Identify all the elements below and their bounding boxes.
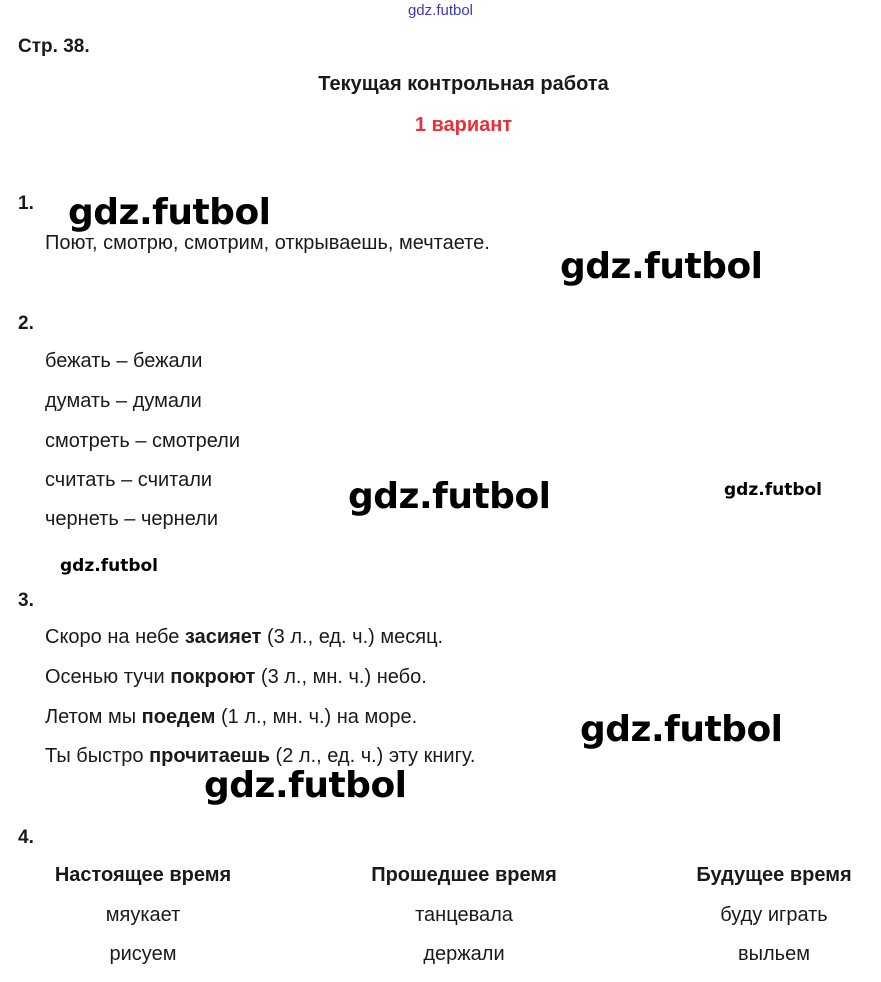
watermark: gdz.futbol xyxy=(580,709,783,750)
table-cell: мяукает xyxy=(105,904,181,926)
column-header-past: Прошедшее время xyxy=(371,864,557,886)
task-1-answer: Поют, смотрю, смотрим, открываешь, мечтаете. xyxy=(45,232,490,254)
task-2-line: смотреть – смотрели xyxy=(45,430,241,452)
task-3-sentence: Летом мы поедем (1 л., мн. ч.) на море. xyxy=(45,706,418,728)
task-3-sentence: Ты быстро прочитаешь (2 л., ед. ч.) эту книгу. xyxy=(45,745,476,767)
task-3-number: 3. xyxy=(18,590,34,611)
watermark: gdz.futbol xyxy=(560,246,763,287)
watermark: gdz.futbol xyxy=(68,192,271,233)
table-cell: буду играть xyxy=(720,904,828,926)
task-2-line: думать – думали xyxy=(45,390,202,412)
verb: поедем xyxy=(141,706,216,728)
table-cell: танцевала xyxy=(415,904,513,926)
task-3-sentence: Осенью тучи покроют (3 л., мн. ч.) небо. xyxy=(45,666,427,688)
variant-label: 1 вариант xyxy=(414,114,513,136)
watermark: gdz.futbol xyxy=(348,476,551,517)
table-cell: выльем xyxy=(738,943,810,965)
task-3-sentence: Скоро на небе засияет (3 л., ед. ч.) месяц. xyxy=(45,626,444,648)
task-2-number: 2. xyxy=(18,313,34,334)
task-2-line: бежать – бежали xyxy=(45,350,203,372)
page-number: Стр. 38. xyxy=(18,36,90,57)
watermark: gdz.futbol xyxy=(724,480,822,500)
task-4-number: 4. xyxy=(18,827,34,848)
column-header-future: Будущее время xyxy=(696,864,852,886)
verb: прочитаешь xyxy=(149,745,270,767)
task-1-number: 1. xyxy=(18,193,34,214)
column-header-present: Настоящее время xyxy=(54,864,232,886)
page-title: Текущая контрольная работа xyxy=(318,73,609,95)
watermark: gdz.futbol xyxy=(60,556,158,576)
table-cell: рисуем xyxy=(109,943,177,965)
site-link[interactable]: gdz.futbol xyxy=(407,2,474,19)
verb: засияет xyxy=(184,626,262,648)
verb: покроют xyxy=(170,666,256,688)
task-2-line: считать – считали xyxy=(45,469,213,491)
watermark: gdz.futbol xyxy=(204,765,407,806)
task-2-line: чернеть – чернели xyxy=(45,508,218,530)
table-cell: держали xyxy=(423,943,505,965)
